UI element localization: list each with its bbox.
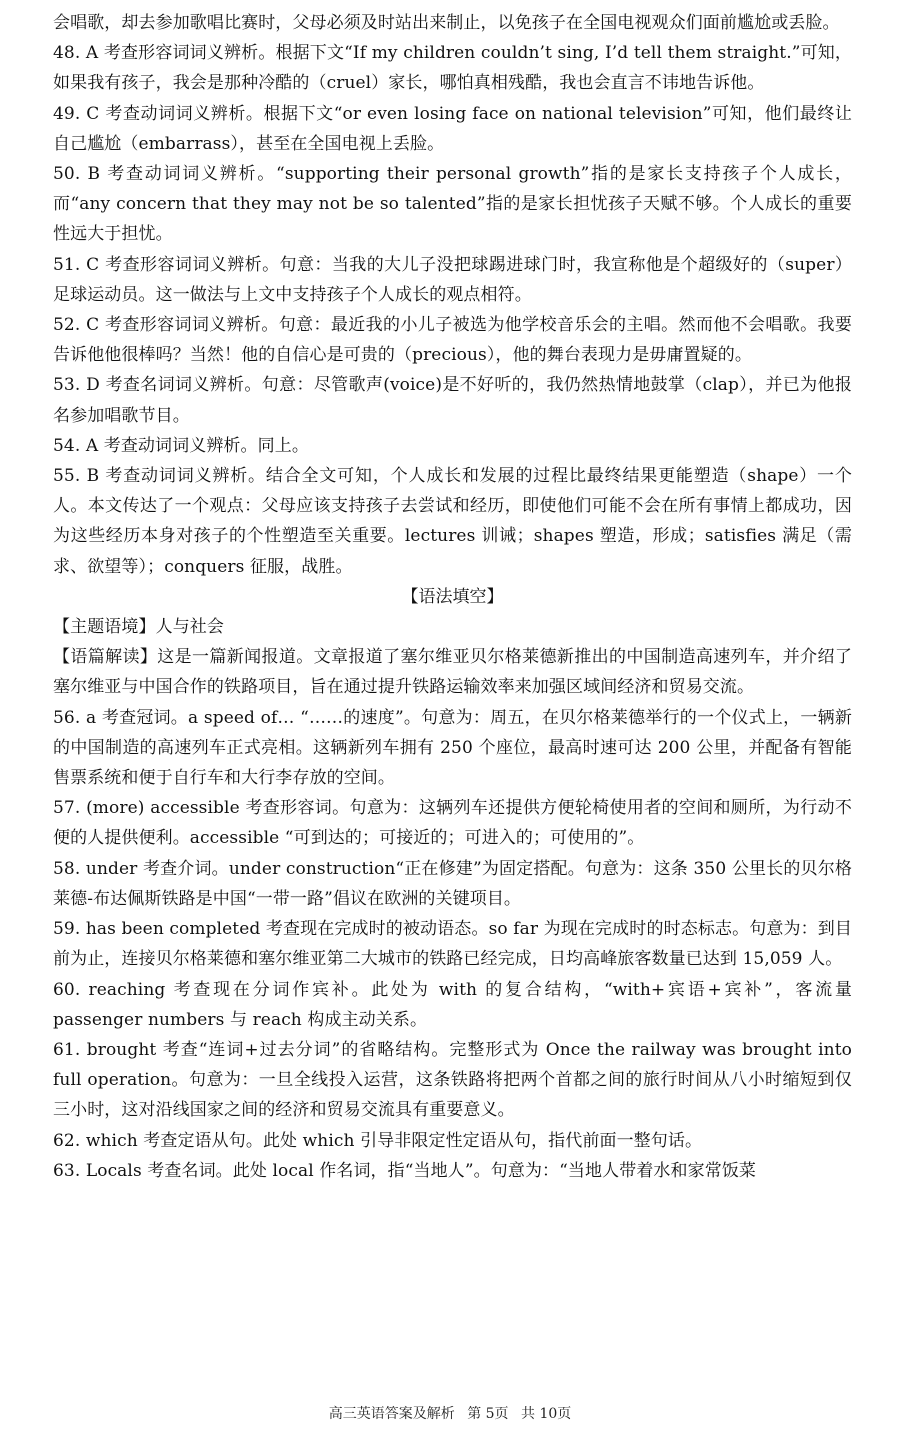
answer-item-50: 50. B 考查动词词义辨析。“supporting their personal growth”指的是家长支持孩子个人成长，而“any concern that they may not be so talented”指的是家长担忧孩子天赋不够。个人成长的重要性远大于担忧。 [53, 164, 852, 245]
grammar-item-60: 60. reaching 考查现在分词作宾补。此处为 with 的复合结构，“with+宾语+宾补”，客流量 passenger numbers 与 reach 构成主动关系。 [53, 979, 852, 1030]
grammar-item-63: 63. Locals 考查名词。此处 local 作名词，指“当地人”。句意为：“当地人带着水和家常饭菜 [53, 1160, 757, 1181]
theme-context: 【主题语境】人与社会 [53, 617, 224, 638]
answer-item-55: 55. B 考查动词词义辨析。结合全文可知，个人成长和发展的过程比最终结果更能塑造（shape）一个人。本文传达了一个观点：父母应该支持孩子去尝试和经历，即使他们可能不会在所有事情上都成功，因为这些经历本身对孩子的个性塑造至关重要。lectures 训诫；shapes 塑造，形成；satisfies 满足（需求、欲望等）；conquers 征服，战胜。 [53, 466, 852, 577]
grammar-item-59: 59. has been completed 考查现在完成时的被动语态。so far 为现在完成时的时态标志。句意为：到目前为止，连接贝尔格莱德和塞尔维亚第二大城市的铁路已经完成，日均高峰旅客数量已达到 15,059 人。 [53, 919, 852, 970]
footer-total-pages: 共 10页 [521, 1406, 572, 1422]
page-footer [0, 1404, 900, 1424]
answer-item-53: 53. D 考查名词词义辨析。句意：尽管歌声(voice)是不好听的，我仍然热情地鼓掌（clap），并已为他报名参加唱歌节目。 [53, 375, 852, 426]
answer-item-54: 54. A 考查动词词义辨析。同上。 [53, 435, 309, 456]
passage-reading: 【语篇解读】这是一篇新闻报道。文章报道了塞尔维亚贝尔格莱德新推出的中国制造高速列车，并介绍了塞尔维亚与中国合作的铁路项目，旨在通过提升铁路运输效率来加强区域间经济和贸易交流。 [53, 647, 852, 698]
grammar-item-61: 61. brought 考查“连词+过去分词”的省略结构。完整形式为 Once the railway was brought into full operation。句意为：一旦全线投入运营，这条铁路将把两个首都之间的旅行时间从八小时缩短到仅三小时，这对沿线国家之间的经济和贸易交流具有重要意义。 [53, 1039, 852, 1121]
grammar-item-62: 62. which 考查定语从句。此处 which 引导非限定性定语从句，指代前面一整句话。 [53, 1130, 703, 1151]
answer-item-51: 51. C 考查形容词词义辨析。句意：当我的大儿子没把球踢进球门时，我宣称他是个超级好的（super）足球运动员。这一做法与上文中支持孩子个人成长的观点相符。 [53, 254, 852, 305]
section-title-grammar: 【语法填空】 [401, 586, 504, 607]
answer-item-48: 48. A 考查形容词词义辨析。根据下文“If my children couldn’t sing, I’d tell them straight.”可知，如果我有孩子，我会是那种冷酷的（cruel）家长，哪怕真相残酷，我也会直言不讳地告诉他。 [53, 43, 852, 94]
footer-page-number: 第 5页 [467, 1406, 509, 1422]
intro-paragraph: 会唱歌，却去参加歌唱比赛时，父母必须及时站出来制止，以免孩子在全国电视观众们面前尴尬或丢脸。 [53, 13, 840, 33]
grammar-item-56: 56. a 考查冠词。a speed of… “……的速度”。句意为：周五，在贝尔格莱德举行的一个仪式上，一辆新的中国制造的高速列车正式亮相。这辆新列车拥有 250 个座位，最高时速可达 200 公里，并配备有智能售票系统和便于自行车和大行李存放的空间。 [53, 707, 852, 789]
grammar-item-57: 57. (more) accessible 考查形容词。句意为：这辆列车还提供方便轮椅使用者的空间和厕所，为行动不便的人提供便利。accessible “可到达的；可接近的；可进入的；可使用的”。 [53, 798, 852, 849]
answer-item-49: 49. C 考查动词词义辨析。根据下文“or even losing face on national television”可知，他们最终让自己尴尬（embarrass），甚至在全国电视上丢脸。 [53, 103, 852, 154]
answer-item-52: 52. C 考查形容词词义辨析。句意：最近我的小儿子被选为他学校音乐会的主唱。然而他不会唱歌。我要告诉他他很棒吗？当然！他的自信心是可贵的（precious），他的舞台表现力是毋庸置疑的。 [53, 315, 852, 366]
footer-subject: 高三英语答案及解析 [328, 1406, 455, 1422]
grammar-item-58: 58. under 考查介词。under construction“正在修建”为固定搭配。句意为：这条 350 公里长的贝尔格莱德-布达佩斯铁路是中国“一带一路”倡议在欧洲的关键项目。 [53, 858, 852, 909]
